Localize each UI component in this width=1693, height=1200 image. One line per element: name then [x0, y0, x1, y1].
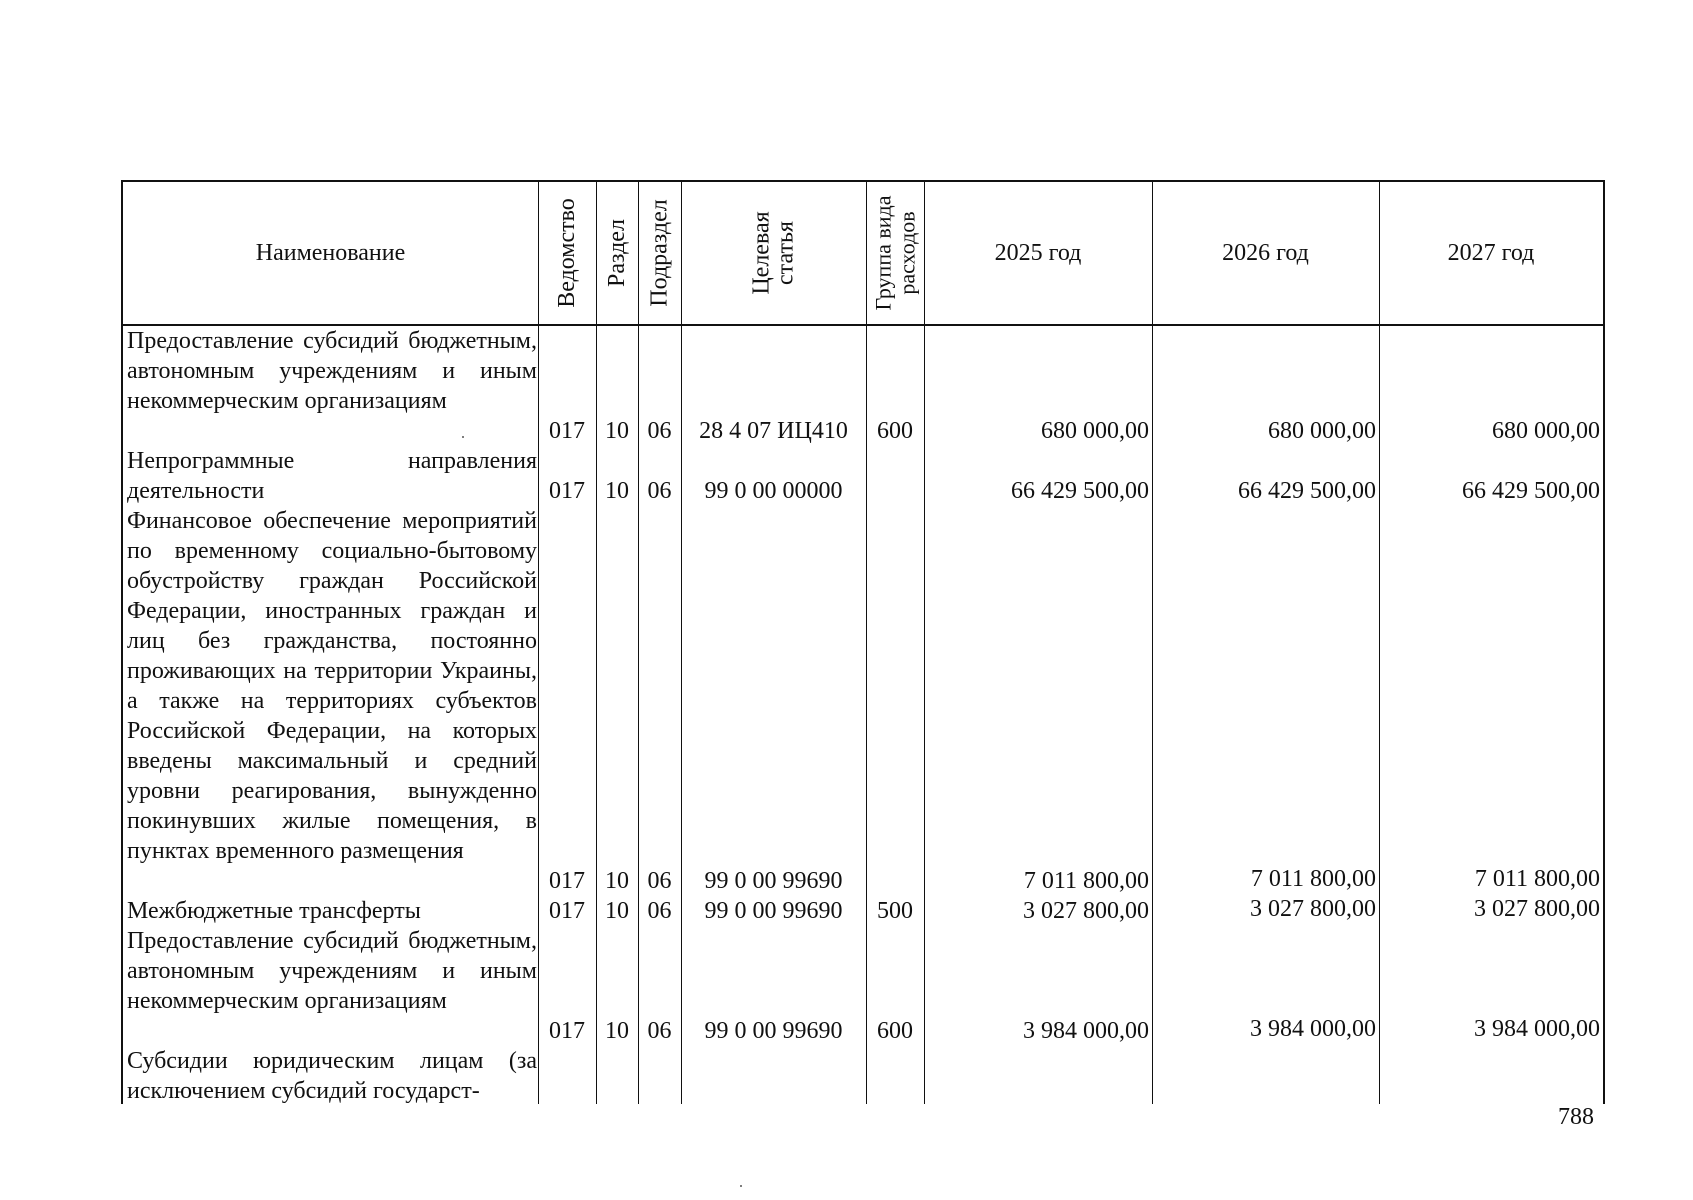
header-name	[123, 182, 538, 324]
header-vedomstvo-label: Ведомство	[554, 198, 580, 308]
row-2027: 3 027 800,00	[1474, 896, 1600, 922]
row-2025: 66 429 500,00	[1011, 478, 1149, 504]
row-2027: 680 000,00	[1492, 418, 1600, 444]
row-vedomstvo: 017	[549, 478, 585, 504]
header-podrazdel-label: Подраздел	[646, 199, 673, 307]
row-vedomstvo: 017	[549, 418, 585, 444]
row-razdel: 10	[605, 418, 629, 444]
table-row-name: Предоставление субсидий бюджетным, автономным учреждениям и иным некоммерческим организациям	[127, 328, 537, 414]
header-2025	[924, 182, 1152, 324]
row-celevaya: 99 0 00 99690	[704, 898, 843, 924]
page-number: 788	[1558, 1104, 1594, 1130]
row-2026: 3 027 800,00	[1250, 896, 1376, 922]
row-2027: 7 011 800,00	[1474, 866, 1600, 892]
row-2025: 680 000,00	[1041, 418, 1149, 444]
row-2026: 3 984 000,00	[1250, 1016, 1376, 1042]
header-razdel-label: Раздел	[604, 219, 631, 287]
row-gruppa: 600	[877, 418, 913, 444]
header-2027-label: 2027 год	[1447, 239, 1535, 266]
row-podrazdel: 06	[647, 1018, 672, 1044]
row-2026: 680 000,00	[1268, 418, 1376, 444]
scan-speck	[462, 436, 464, 438]
row-2027: 3 984 000,00	[1474, 1016, 1600, 1042]
header-vedomstvo	[538, 182, 596, 324]
row-podrazdel: 06	[647, 478, 672, 504]
header-gruppa	[866, 182, 924, 324]
header-2026-label: 2026 год	[1222, 239, 1309, 266]
table-row-name: Субсидии юридическим лицам (за исключением субсидий государст-	[127, 1048, 537, 1104]
header-name-label: Наименование	[255, 239, 406, 266]
budget-table	[121, 180, 1605, 1104]
row-vedomstvo: 017	[549, 898, 585, 924]
row-vedomstvo: 017	[549, 1018, 585, 1044]
row-2025: 3 984 000,00	[1023, 1018, 1149, 1044]
row-celevaya: 99 0 00 00000	[704, 478, 843, 504]
header-2025-label: 2025 год	[994, 239, 1082, 266]
row-2026: 66 429 500,00	[1238, 478, 1376, 504]
table-row-name: Предоставление субсидий бюджетным, автономным учреждениям и иным некоммерческим организациям	[127, 928, 537, 1014]
row-celevaya: 99 0 00 99690	[704, 1018, 843, 1044]
table-row-name: Финансовое обеспечение мероприятий по временному социально-бытовому обустройству граждан Российской Федерации, иностранных граждан и лиц без гражданства, постоянно проживающих на территории Украины, а также на территориях субъектов Российской Федерации, на которых введены максимальный и средний уровни реагирования, вынужденно покинувших жилые помещения, в пунктах временного размещения	[127, 508, 537, 864]
row-vedomstvo: 017	[549, 868, 585, 894]
header-2027	[1379, 182, 1603, 324]
row-celevaya: 28 4 07 ИЦ410	[699, 418, 848, 444]
header-celevaya-label: Целевая статья	[748, 211, 799, 295]
header-celevaya	[681, 182, 866, 324]
row-2025: 3 027 800,00	[1023, 898, 1149, 924]
row-2025: 7 011 800,00	[1023, 868, 1149, 894]
header-2026	[1152, 182, 1379, 324]
row-celevaya: 99 0 00 99690	[704, 868, 843, 894]
table-row-name: Межбюджетные трансферты	[127, 898, 421, 924]
row-razdel: 10	[605, 1018, 629, 1044]
row-razdel: 10	[605, 868, 629, 894]
header-gruppa-label: Группа вида расходов	[870, 195, 920, 311]
row-razdel: 10	[605, 898, 629, 924]
row-podrazdel: 06	[647, 898, 672, 924]
row-2026: 7 011 800,00	[1250, 866, 1376, 892]
header-razdel	[596, 182, 638, 324]
row-2027: 66 429 500,00	[1462, 478, 1600, 504]
row-razdel: 10	[605, 478, 629, 504]
row-podrazdel: 06	[647, 418, 672, 444]
scan-speck	[740, 1185, 742, 1187]
row-gruppa: 500	[877, 898, 913, 924]
row-podrazdel: 06	[647, 868, 672, 894]
header-podrazdel	[638, 182, 681, 324]
row-gruppa: 600	[877, 1018, 913, 1044]
table-row-name: Непрограммные направления деятельности	[127, 448, 537, 504]
